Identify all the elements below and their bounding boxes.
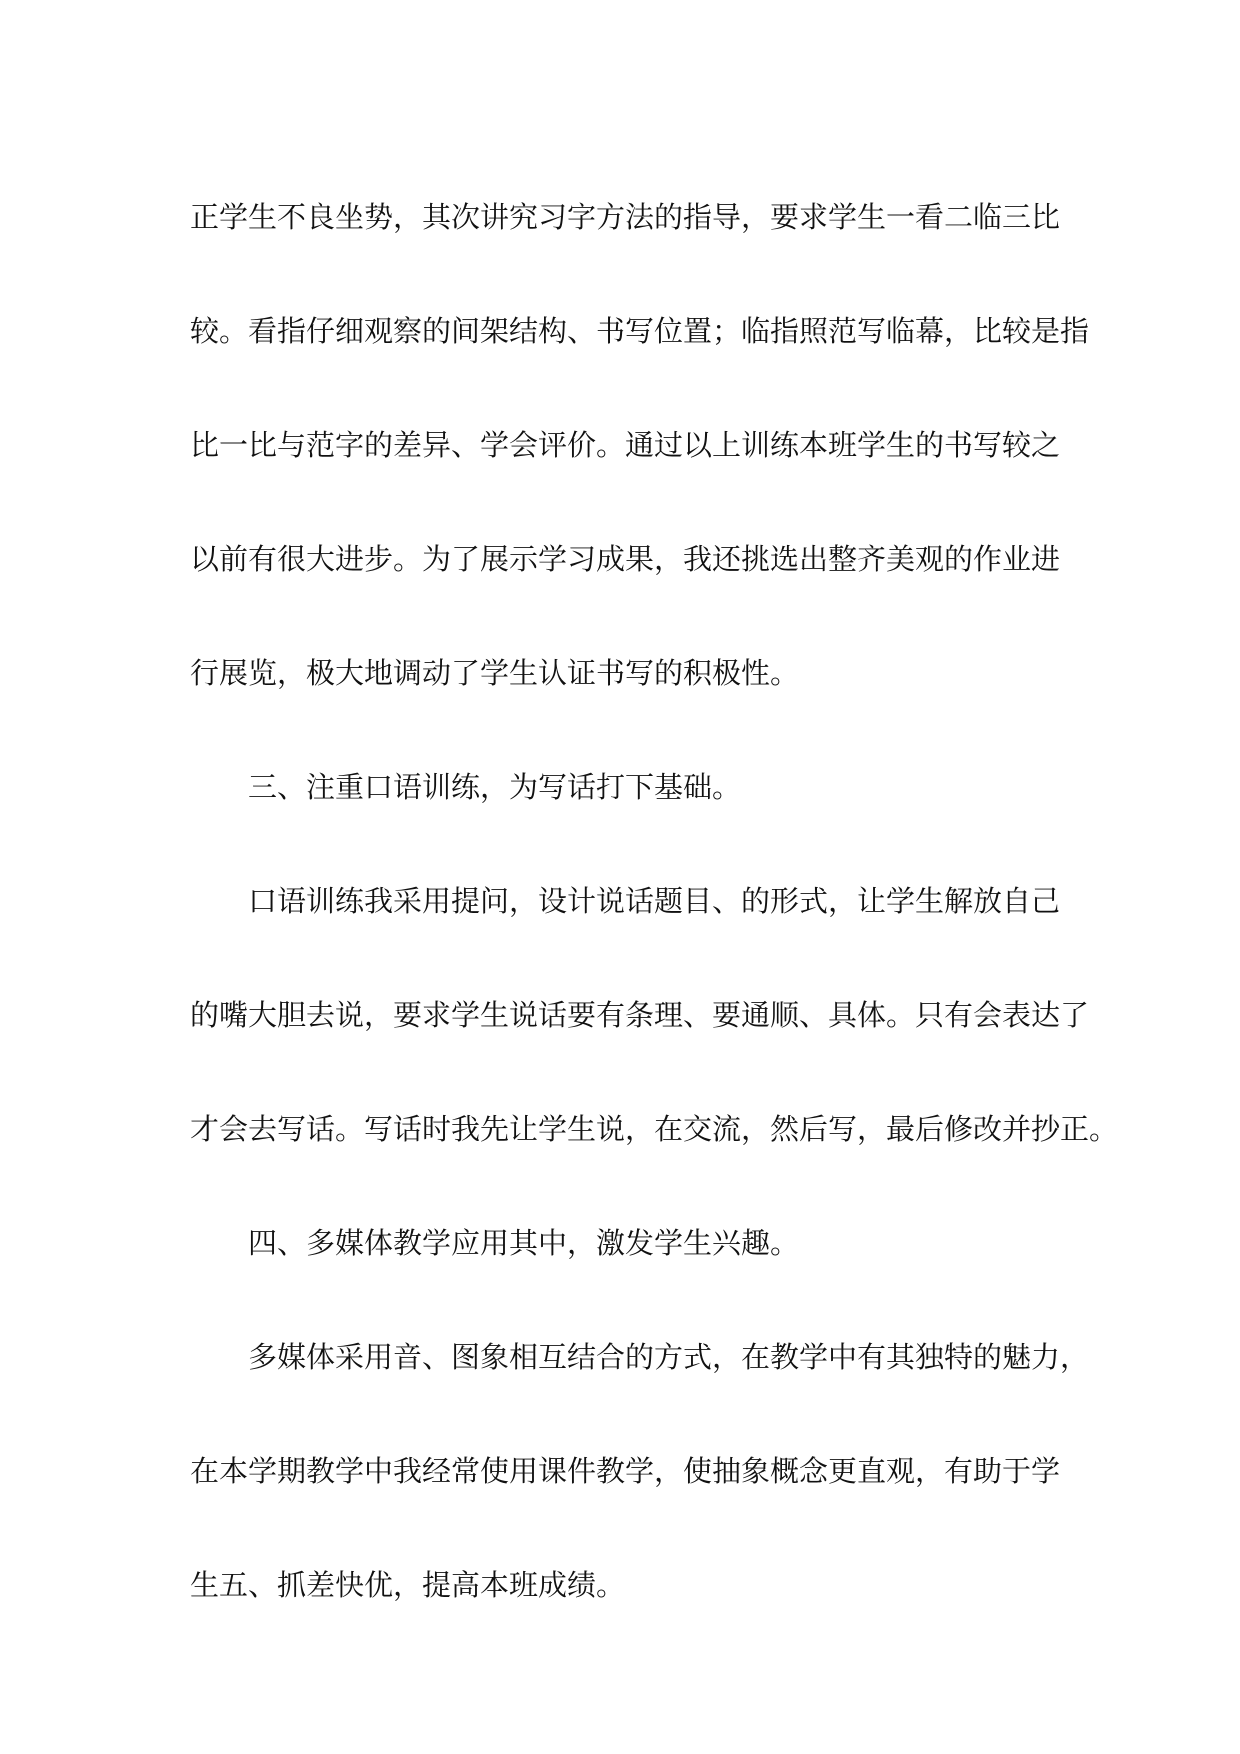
section-heading-multimedia: 四、多媒体教学应用其中，激发学生兴趣。 <box>248 1226 800 1260</box>
text-line: 较。看指仔细观察的间架结构、书写位置；临指照范写临幕，比较是指 <box>190 314 1090 348</box>
text-line: 生五、抓差快优，提高本班成绩。 <box>190 1568 626 1602</box>
text-line: 以前有很大进步。为了展示学习成果，我还挑选出整齐美观的作业进 <box>190 542 1061 576</box>
text-line: 在本学期教学中我经常使用课件教学，使抽象概念更直观，有助于学 <box>190 1454 1061 1488</box>
text-line: 正学生不良坐势，其次讲究习字方法的指导，要求学生一看二临三比 <box>190 200 1061 234</box>
section-heading-oral-training: 三、注重口语训练，为写话打下基础。 <box>248 770 742 804</box>
paragraph-multimedia <box>190 1300 1090 1642</box>
text-line: 多媒体采用音、图象相互结合的方式，在教学中有其独特的魅力， <box>248 1340 1090 1374</box>
text-line: 行展览，极大地调动了学生认证书写的积极性。 <box>190 656 800 690</box>
text-line: 口语训练我采用提问，设计说话题目、的形式，让学生解放自己 <box>248 884 1061 918</box>
document-body <box>190 160 1119 1642</box>
paragraph-continued <box>190 160 1090 730</box>
text-line: 的嘴大胆去说，要求学生说话要有条理、要通顺、具体。只有会表达了 <box>190 998 1090 1032</box>
text-line: 才会去写话。写话时我先让学生说，在交流，然后写，最后修改并抄正。 <box>190 1112 1119 1146</box>
text-line: 比一比与范字的差异、学会评价。通过以上训练本班学生的书写较之 <box>190 428 1061 462</box>
paragraph-oral-training <box>190 844 1119 1186</box>
